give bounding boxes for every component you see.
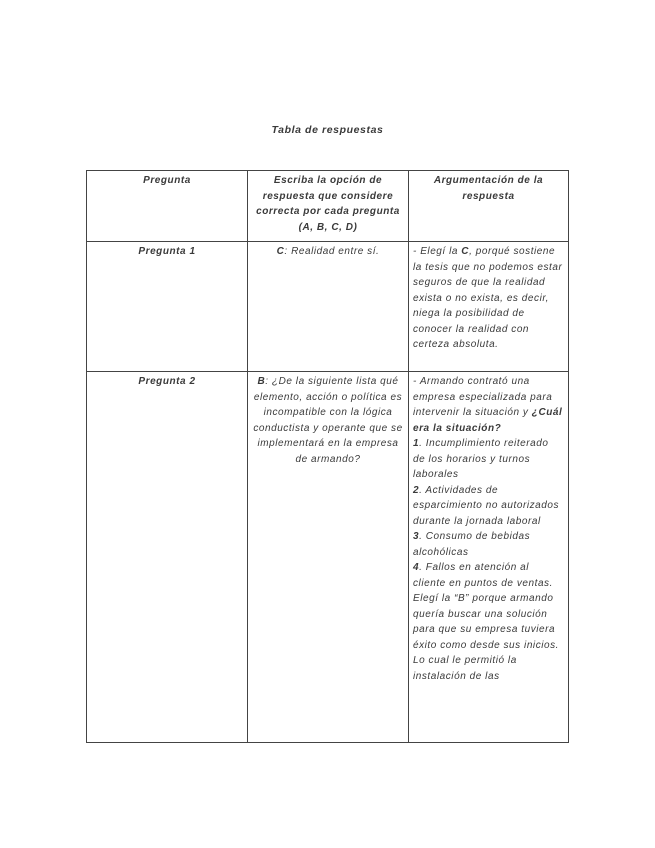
- header-argument: Argumentación de la respuesta: [409, 171, 569, 242]
- table-row: [87, 372, 569, 743]
- answer-text: : ¿De la siguiente lista qué elemento, acción o política es incompatible con la lógica conductista y operante que se implementará en la empresa de armando?: [253, 376, 403, 465]
- argument-cell: [409, 242, 569, 372]
- list-item-number: 4: [413, 562, 420, 573]
- answer-cell: [248, 242, 409, 372]
- argument-prefix: - Elegí la: [413, 246, 462, 257]
- answer-letter: C: [276, 246, 285, 257]
- list-item-text: . Incumplimiento reiterado de los horarios y turnos laborales: [413, 438, 549, 480]
- table-header-row: [87, 171, 569, 242]
- list-item-number: 1: [413, 438, 420, 449]
- list-item-text: . Actividades de esparcimiento no autorizados durante la jornada laboral: [413, 484, 560, 527]
- list-item-number: 2: [413, 484, 420, 496]
- answer-letter: B: [257, 376, 266, 387]
- argument-letter: C: [461, 246, 470, 257]
- list-item: [413, 436, 564, 483]
- list-item-number: 3: [413, 531, 420, 542]
- list-item: [413, 483, 564, 530]
- argument-intro: - Armando contrató una empresa especializada para intervenir la situación y: [413, 376, 553, 418]
- list-item: [413, 560, 564, 591]
- answer-cell: [248, 372, 409, 743]
- question-label: Pregunta 2: [87, 372, 248, 743]
- document-title: Tabla de respuestas: [271, 124, 384, 136]
- list-item: [413, 529, 564, 560]
- argument-conclusion: Elegí la “B” porque armando quería buscar una solución para que su empresa tuviera éxito como desde sus inicios. Lo cual le permitió la instalación de las: [413, 593, 560, 682]
- answers-table: [86, 170, 569, 743]
- list-item-text: . Fallos en atención al cliente en puntos de ventas.: [413, 562, 553, 589]
- question-label: Pregunta 1: [87, 242, 248, 372]
- argument-intro-block: [413, 374, 564, 436]
- list-item-text: . Consumo de bebidas alcohólicas: [413, 531, 531, 558]
- header-answer-option: Escriba la opción de respuesta que considere correcta por cada pregunta (A, B, C, D): [248, 171, 409, 242]
- header-question: Pregunta: [87, 171, 248, 242]
- table-row: [87, 242, 569, 372]
- argument-cell: [409, 372, 569, 743]
- argument-question: ¿Cuál era la situación?: [413, 407, 563, 434]
- argument-text: , porqué sostiene la tesis que no podemos estar seguros de que la realidad exista o no exista, es decir, niega la posibilidad de conocer la realidad con certeza absoluta.: [413, 246, 563, 350]
- answer-text: : Realidad entre sí.: [284, 246, 380, 257]
